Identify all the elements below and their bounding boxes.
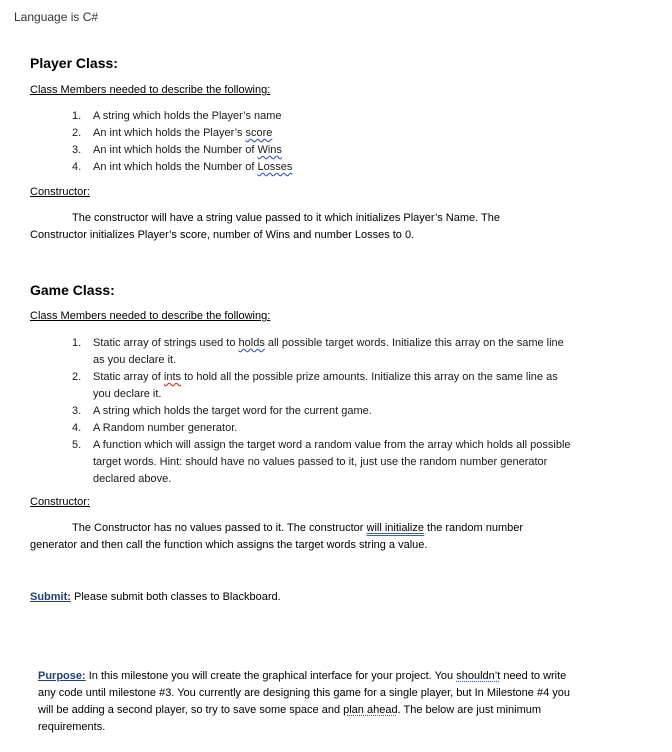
- player-constructor-label: Constructor:: [30, 186, 90, 198]
- list-item: 3. An int which holds the Number of Wins: [72, 144, 282, 156]
- list-item: 1. A string which holds the Player’s name: [72, 110, 282, 122]
- player-constructor-text: The constructor will have a string value passed to it which initializes Player’s Name. The Constructor initializes Player’s score, number of Wins and number Losses to 0.: [30, 212, 500, 241]
- game-members-list: [72, 335, 572, 488]
- game-members-label: Class Members needed to describe the following:: [30, 310, 271, 322]
- list-item: 2. An int which holds the Player’s score: [72, 127, 273, 139]
- purpose-label: Purpose:: [38, 670, 86, 682]
- purpose-paragraph: Purpose: In this milestone you will create the graphical interface for your project. You shouldn’t need to write any code until milestone #3. You currently are designing this game for a single player, but In Milestone #4 you will be adding a second player, so try to save some space and plan ahead. The below are just minimum requirements.: [38, 670, 570, 733]
- game-class-heading: Game Class:: [30, 282, 115, 298]
- player-members-label: Class Members needed to describe the following:: [30, 84, 271, 96]
- player-class-heading: Player Class:: [30, 55, 118, 71]
- game-constructor-label: Constructor:: [30, 496, 90, 508]
- list-item: 4. An int which holds the Number of Losses: [72, 161, 293, 173]
- game-constructor-text: The Constructor has no values passed to it. The constructor will initialize the random number generator and then call the function which assigns the target words string a value.: [30, 522, 524, 551]
- list-item: 5. A function which will assign the target word a random value from the array which holds all possible target words. Hint: should have no values passed to it, just use the random number generator declared above.: [72, 439, 571, 485]
- submit-note: Submit: Please submit both classes to Blackboard.: [30, 591, 281, 603]
- submit-label: Submit:: [30, 591, 71, 603]
- language-note: Language is C#: [14, 10, 99, 24]
- list-item: 2. Static array of ints to hold all the possible prize amounts. Initialize this array on the same line as you declare it.: [72, 371, 558, 400]
- player-members-list: [72, 108, 632, 176]
- list-item: 1. Static array of strings used to holds all possible target words. Initialize this array on the same line as you declare it.: [72, 337, 564, 366]
- list-item: 3. A string which holds the target word for the current game.: [72, 405, 372, 417]
- list-item: 4. A Random number generator.: [72, 422, 238, 434]
